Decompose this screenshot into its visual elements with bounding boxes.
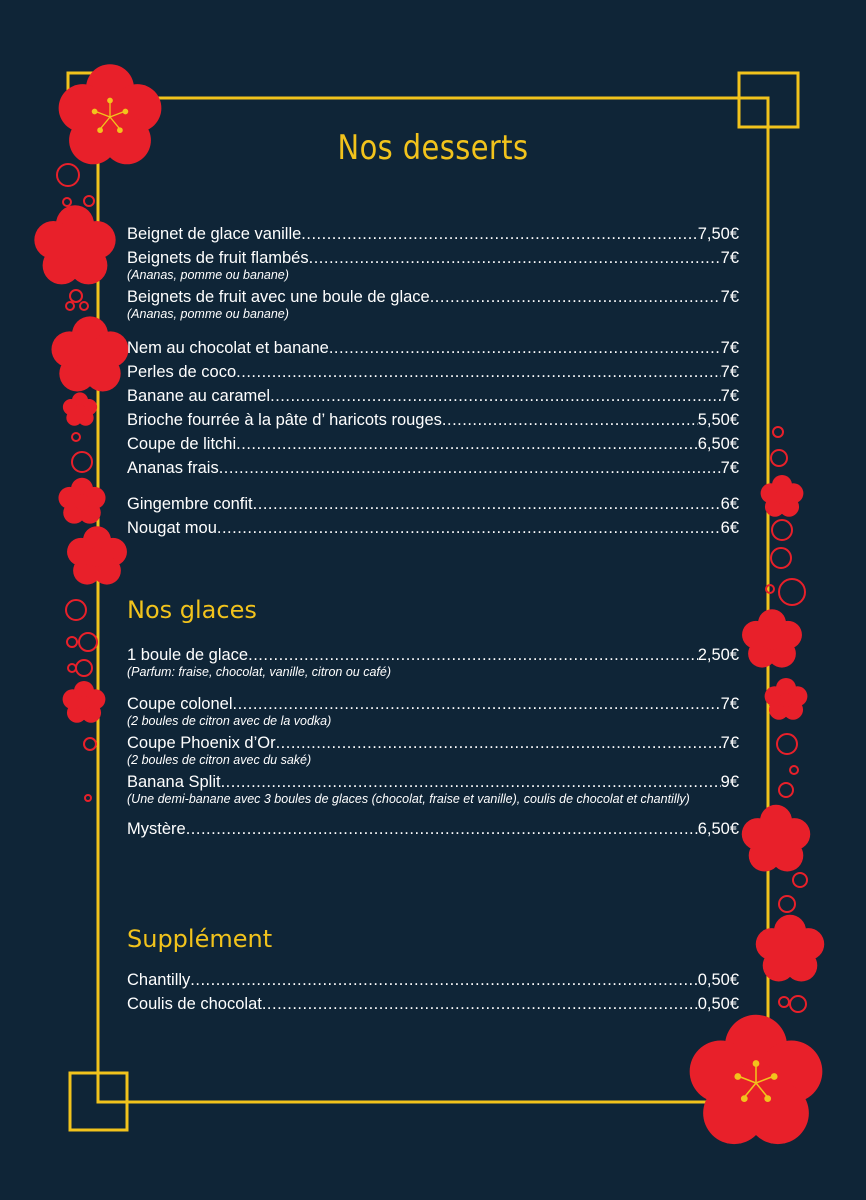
dot-leader	[186, 817, 698, 841]
menu-item-row	[127, 408, 739, 432]
menu-item-row	[127, 492, 739, 516]
dot-leader	[219, 456, 721, 480]
dot-leader	[190, 968, 697, 992]
dot-leader	[236, 360, 720, 384]
menu-item-note: (2 boules de citron avec de la vodka)	[127, 714, 332, 728]
menu-item-row	[127, 336, 739, 360]
menu-item	[127, 770, 739, 807]
menu-item	[127, 360, 739, 384]
menu-item-note: (Parfum: fraise, chocolat, vanille, citron ou café)	[127, 665, 392, 679]
menu-item-name: Gingembre confit	[127, 495, 253, 513]
menu-item	[127, 432, 739, 456]
menu-item-price: 0,50€	[697, 995, 739, 1013]
menu-item-name: Chantilly	[127, 971, 191, 989]
menu-item-name: Coulis de chocolat	[127, 995, 262, 1013]
menu-item-note: (Ananas, pomme ou banane)	[127, 307, 289, 321]
menu-item-price: 7,50€	[697, 225, 739, 243]
dot-leader	[301, 222, 697, 246]
menu-item-price: 7€	[720, 387, 739, 405]
menu-item	[127, 336, 739, 360]
menu-item-name: Banane au caramel	[127, 387, 271, 405]
menu-item	[127, 643, 739, 680]
menu-item-row	[127, 817, 739, 841]
glaces-list	[127, 643, 739, 841]
menu-item-price: 7€	[720, 734, 739, 752]
menu-item	[127, 285, 739, 322]
menu-item-name: Beignets de fruit flambés	[127, 249, 309, 267]
menu-item	[127, 516, 739, 540]
supplements-list	[127, 968, 739, 1016]
menu-item-row	[127, 384, 739, 408]
menu-item	[127, 692, 739, 729]
menu-item-price: 7€	[720, 249, 739, 267]
menu-item-price: 6,50€	[697, 435, 739, 453]
menu-item-row	[127, 360, 739, 384]
menu-item-row	[127, 432, 739, 456]
menu-item-row	[127, 456, 739, 480]
menu-item-name: Nougat mou	[127, 519, 217, 537]
menu-item-name: Banana Split	[127, 773, 221, 791]
menu-item-name: Brioche fourrée à la pâte d’ haricots rouges	[127, 411, 442, 429]
dot-leader	[253, 492, 721, 516]
menu-item	[127, 492, 739, 516]
menu-item-price: 9€	[720, 773, 739, 791]
menu-item-price: 7€	[720, 695, 739, 713]
menu-item-row	[127, 222, 739, 246]
menu-item	[127, 456, 739, 480]
menu-item-price: 7€	[720, 459, 739, 477]
page-title: Nos desserts	[337, 128, 529, 168]
menu-item-name: Ananas frais	[127, 459, 219, 477]
dot-leader	[442, 408, 698, 432]
dot-leader	[430, 285, 721, 309]
menu-item	[127, 384, 739, 408]
menu-item	[127, 246, 739, 283]
menu-item-name: Perles de coco	[127, 363, 237, 381]
dot-leader	[276, 731, 721, 755]
menu-item	[127, 222, 739, 246]
menu-item-note: (Ananas, pomme ou banane)	[127, 268, 289, 282]
menu-item-name: 1 boule de glace	[127, 646, 249, 664]
menu-item	[127, 731, 739, 768]
menu-item-name: Beignet de glace vanille	[127, 225, 302, 243]
menu-item-price: 5,50€	[697, 411, 739, 429]
dot-leader	[236, 432, 698, 456]
menu-item-price: 6€	[720, 495, 739, 513]
desserts-list	[127, 222, 739, 540]
menu-item-name: Beignets de fruit avec une boule de glace	[127, 288, 430, 306]
glaces-section-title: Nos glaces	[127, 596, 257, 624]
dot-leader	[262, 992, 698, 1016]
supplement-section-title: Supplément	[127, 925, 273, 953]
menu-item-name: Nem au chocolat et banane	[127, 339, 329, 357]
menu-item-row	[127, 968, 739, 992]
menu-item	[127, 968, 739, 992]
dot-leader	[217, 516, 721, 540]
menu-item	[127, 992, 739, 1016]
menu-item	[127, 408, 739, 432]
menu-item-note: (2 boules de citron avec du saké)	[127, 753, 312, 767]
menu-item-price: 6€	[720, 519, 739, 537]
menu-item-row	[127, 516, 739, 540]
menu-item-name: Coupe colonel	[127, 695, 233, 713]
menu-item-row	[127, 992, 739, 1016]
menu-item	[127, 817, 739, 841]
dot-leader	[270, 384, 721, 408]
menu-item-price: 7€	[720, 363, 739, 381]
menu-item-price: 2,50€	[697, 646, 739, 664]
dot-leader	[309, 246, 721, 270]
menu-item-price: 6,50€	[697, 820, 739, 838]
menu-item-price: 0,50€	[697, 971, 739, 989]
menu-item-price: 7€	[720, 288, 739, 306]
dot-leader	[329, 336, 721, 360]
menu-item-price: 7€	[720, 339, 739, 357]
menu-item-name: Mystère	[127, 820, 186, 838]
menu-item-note: (Une demi-banane avec 3 boules de glaces (chocolat, fraise et vanille), coulis de chocolat et chantilly)	[127, 792, 690, 806]
menu-item-name: Coupe Phoenix d’Or	[127, 734, 276, 752]
menu-item-name: Coupe de litchi	[127, 435, 237, 453]
